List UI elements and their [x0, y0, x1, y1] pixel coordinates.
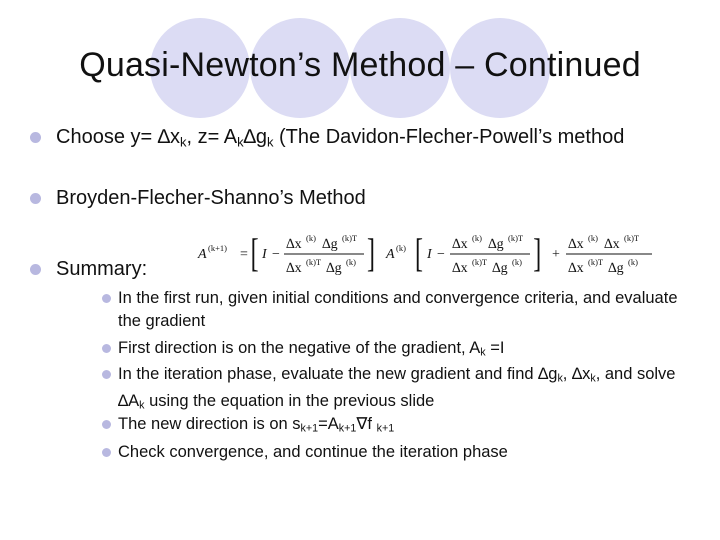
- eq-lhs-A: A: [198, 247, 207, 262]
- bullet-dot: [102, 448, 111, 457]
- eq-frac2-num-sup: (k): [472, 233, 482, 243]
- bullet-text: Choose $y= \Delta x_k$, $z= A_k\Delta g_k$ (The Davidon-Flecher-Powell’s method: [56, 126, 625, 150]
- bullet-dot: [30, 264, 41, 275]
- eq-minus2: −: [437, 247, 445, 262]
- bullet-dfp: [30, 123, 690, 156]
- summary-item-first-direction: [102, 337, 702, 364]
- eq-frac2-num-g-sup: (k)T: [508, 233, 524, 243]
- eq-I2: I: [427, 247, 432, 262]
- eq-I1: I: [262, 247, 267, 262]
- eq-frac3-num-b: ∆x: [604, 237, 620, 252]
- bullet-bfgs: [30, 184, 690, 213]
- eq-frac1-den-sup: (k)T: [306, 257, 322, 267]
- eq-frac1-den-g-sup: (k): [346, 257, 356, 267]
- eq-frac2-den-g: ∆g: [492, 261, 508, 276]
- eq-minus1: −: [272, 247, 280, 262]
- summary-text: First direction is on the negative of the gradient, $A_k =I$: [118, 339, 505, 359]
- eq-A: A: [386, 247, 395, 262]
- eq-frac1-num-g: ∆g: [322, 237, 338, 252]
- eq-frac3-den-g-sup: (k): [628, 257, 638, 267]
- eq-frac1-num-g-sup: (k)T: [342, 233, 358, 243]
- eq-frac3-den-g: ∆g: [608, 261, 624, 276]
- summary-text: Check convergence, and continue the iteration phase: [118, 443, 508, 461]
- eq-frac3-num-sup: (k): [588, 233, 598, 243]
- eq-frac3-num: ∆x: [568, 237, 584, 252]
- summary-text: In the iteration phase, evaluate the new gradient and find $\Delta g_k$, $\Delta x_k$, and solve $\Delta A_k$ using the equation in the previous slide: [118, 365, 676, 412]
- bullet-dot: [102, 420, 111, 429]
- bullet-text: Summary:: [56, 258, 148, 280]
- summary-item-first-run: [102, 287, 702, 332]
- bullet-dot: [102, 344, 111, 353]
- bullet-dot: [30, 132, 41, 143]
- summary-text: In the first run, given initial conditions and convergence criteria, and evaluate the gradient: [118, 289, 678, 330]
- bullet-text: Broyden-Flecher-Shanno’s Method: [56, 187, 366, 209]
- slide-title: Quasi-Newton’s Method – Continued: [79, 46, 641, 84]
- eq-frac2-den: ∆x: [452, 261, 468, 276]
- eq-frac2-num: ∆x: [452, 237, 468, 252]
- eq-frac3-num-b-sup: (k)T: [624, 233, 640, 243]
- eq-plus: +: [552, 247, 560, 262]
- eq-frac3-den-sup: (k)T: [588, 257, 604, 267]
- summary-item-check-convergence: [102, 441, 702, 464]
- eq-frac3-den: ∆x: [568, 261, 584, 276]
- bullet-dot: [102, 294, 111, 303]
- eq-frac1-num-sup: (k): [306, 233, 316, 243]
- eq-A-sup: (k): [396, 243, 406, 253]
- eq-bracket-left1: [: [250, 232, 259, 276]
- summary-text: The new direction is on $s_{k+1}=A_{k+1}\nabla f$ $_{k+1}$: [118, 415, 395, 435]
- eq-frac1-num: ∆x: [286, 237, 302, 252]
- eq-bracket-right1: ]: [367, 232, 375, 276]
- eq-frac1-den-g: ∆g: [326, 261, 342, 276]
- eq-equals: =: [240, 247, 248, 262]
- eq-frac1-den: ∆x: [286, 261, 302, 276]
- summary-item-iteration: [102, 363, 702, 417]
- eq-frac2-den-sup: (k)T: [472, 257, 488, 267]
- eq-bracket-right2: ]: [533, 232, 542, 276]
- summary-item-new-direction: [102, 413, 702, 440]
- bfgs-equation: [196, 222, 658, 288]
- eq-lhs-sup: (k+1): [208, 243, 227, 253]
- eq-frac2-num-g: ∆g: [488, 237, 504, 252]
- eq-frac2-den-g-sup: (k): [512, 257, 522, 267]
- bullet-dot: [102, 370, 111, 379]
- bullet-dot: [30, 193, 41, 204]
- eq-bracket-left2: [: [415, 232, 423, 276]
